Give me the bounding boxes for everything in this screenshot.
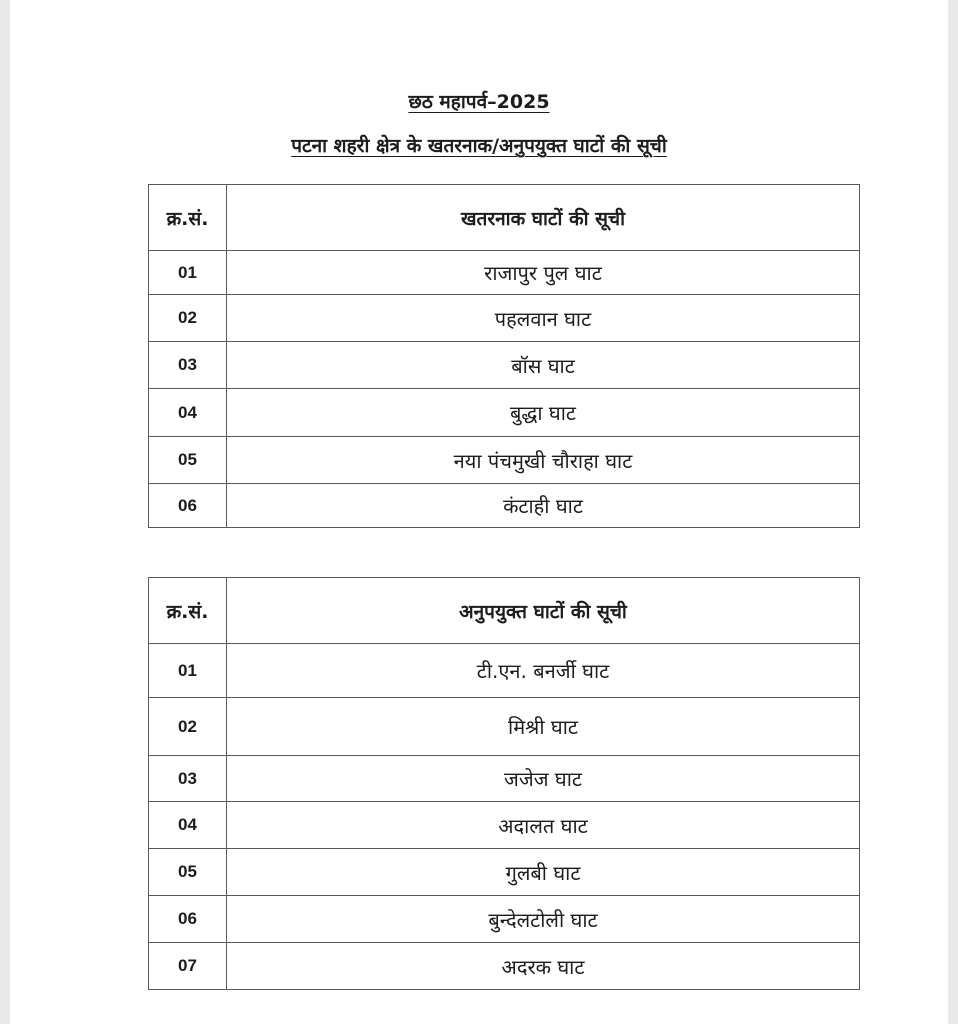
document-title — [10, 88, 948, 114]
unsuitable-list-header: अनुपयुक्त घाटों की सूची — [227, 578, 860, 644]
table-row — [149, 295, 860, 342]
table-row — [149, 644, 860, 698]
serial-cell: 03 — [149, 342, 227, 389]
dangerous-ghats-table — [148, 184, 860, 528]
ghat-name-cell: नया पंचमुखी चौराहा घाट — [227, 437, 860, 484]
ghat-name-cell: बुद्धा घाट — [227, 389, 860, 437]
document-title-text: छठ महापर्व–2025 — [408, 91, 550, 113]
ghat-name-cell: कंटाही घाट — [227, 484, 860, 528]
serial-header: क्र.सं. — [149, 578, 227, 644]
serial-cell: 05 — [149, 849, 227, 896]
serial-cell: 03 — [149, 756, 227, 802]
table-row — [149, 342, 860, 389]
table-row — [149, 437, 860, 484]
ghat-name-cell: गुलबी घाट — [227, 849, 860, 896]
table-row — [149, 896, 860, 943]
ghat-name-cell: टी.एन. बनर्जी घाट — [227, 644, 860, 698]
ghat-name-cell: पहलवान घाट — [227, 295, 860, 342]
dangerous-list-header: खतरनाक घाटों की सूची — [227, 185, 860, 251]
serial-cell: 02 — [149, 698, 227, 756]
table-row — [149, 943, 860, 990]
unsuitable-ghats-table — [148, 577, 860, 990]
ghat-name-cell: बॉस घाट — [227, 342, 860, 389]
serial-cell: 06 — [149, 896, 227, 943]
ghat-name-cell: मिश्री घाट — [227, 698, 860, 756]
ghat-name-cell: राजापुर पुल घाट — [227, 251, 860, 295]
ghat-name-cell: जजेज घाट — [227, 756, 860, 802]
table-header-row — [149, 578, 860, 644]
document-subtitle — [10, 132, 948, 158]
ghat-name-cell: बुन्देलटोली घाट — [227, 896, 860, 943]
serial-cell: 04 — [149, 802, 227, 849]
table-row — [149, 251, 860, 295]
serial-cell: 07 — [149, 943, 227, 990]
serial-cell: 01 — [149, 251, 227, 295]
serial-cell: 06 — [149, 484, 227, 528]
serial-cell: 04 — [149, 389, 227, 437]
ghat-name-cell: अदरक घाट — [227, 943, 860, 990]
table-row — [149, 484, 860, 528]
document-page — [10, 0, 948, 1024]
table-row — [149, 698, 860, 756]
serial-cell: 01 — [149, 644, 227, 698]
serial-cell: 02 — [149, 295, 227, 342]
table-row — [149, 849, 860, 896]
table-header-row — [149, 185, 860, 251]
document-subtitle-text: पटना शहरी क्षेत्र के खतरनाक/अनुपयुक्त घाटों की सूची — [291, 135, 667, 157]
ghat-name-cell: अदालत घाट — [227, 802, 860, 849]
table-row — [149, 389, 860, 437]
serial-header: क्र.सं. — [149, 185, 227, 251]
serial-cell: 05 — [149, 437, 227, 484]
table-row — [149, 802, 860, 849]
table-row — [149, 756, 860, 802]
